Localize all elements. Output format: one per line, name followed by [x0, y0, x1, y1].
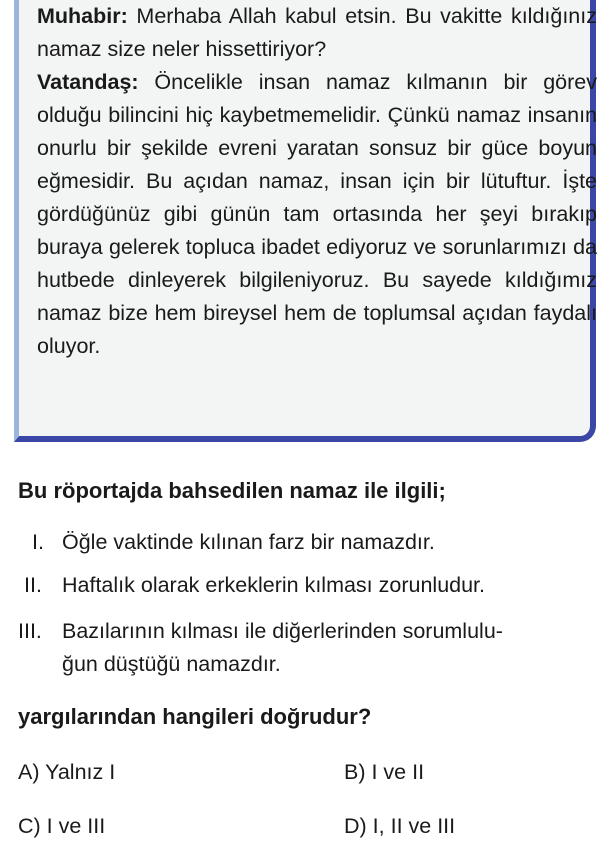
statement-2 — [18, 569, 608, 602]
statement-3 — [18, 615, 608, 681]
statement-text: Haftalık olarak erkeklerin kılması zorunludur. — [62, 573, 486, 597]
question-stem: Bu röportajda bahsedilen namaz ile ilgili; — [18, 478, 446, 503]
option-label: A) — [18, 760, 40, 784]
question-prompt: yargılarından hangileri doğrudur? — [18, 704, 372, 729]
option-text: I ve II — [371, 760, 425, 784]
statement-text-continued: ğun düştüğü namazdır. — [62, 652, 281, 676]
interview-box — [14, 0, 596, 442]
option-a[interactable] — [18, 760, 115, 785]
option-label: D) — [344, 814, 367, 838]
option-d[interactable] — [344, 814, 455, 839]
citizen-label: Vatandaş: — [37, 70, 139, 94]
statement-1 — [18, 526, 608, 559]
statement-text: Öğle vaktinde kılınan farz bir namazdır. — [62, 530, 435, 554]
option-b[interactable] — [344, 760, 424, 785]
option-text: Yalnız I — [45, 760, 116, 784]
reporter-text: Merhaba Allah kabul etsin. Bu vakitte kıldığınız namaz size neler hissettiriyor? — [37, 4, 597, 61]
option-label: C) — [18, 814, 41, 838]
option-text: I ve III — [46, 814, 106, 838]
statement-text: Bazılarının kılması ile diğerlerinden sorumlulu- — [62, 619, 503, 643]
statement-number: III. — [18, 619, 42, 643]
reporter-label: Muhabir: — [37, 4, 128, 28]
statement-number: I. — [32, 530, 44, 554]
option-label: B) — [344, 760, 366, 784]
interview-text — [37, 0, 597, 363]
option-text: I, II ve III — [372, 814, 456, 838]
statement-number: II. — [24, 573, 42, 597]
citizen-text: Öncelikle insan namaz kılmanın bir görev olduğu bilincini hiç kaybetmemelidir. Çünkü namaz insanın onurlu bir şekilde evreni yaratan sonsuz bir güce boyun eğmesidir. Bu açıdan namaz, insan için bir lütuftur. İşte gördüğünüz gibi günün tam ortasında her şeyi bırakıp buraya gelerek topluca ibadet ediyoruz ve sorunlarımızı da hutbede dinleyerek bilgileniyoruz. Bu sayede kıldığımız namaz bize hem bireysel hem de toplumsal açıdan faydalı oluyor. — [37, 70, 597, 358]
option-c[interactable] — [18, 814, 105, 839]
